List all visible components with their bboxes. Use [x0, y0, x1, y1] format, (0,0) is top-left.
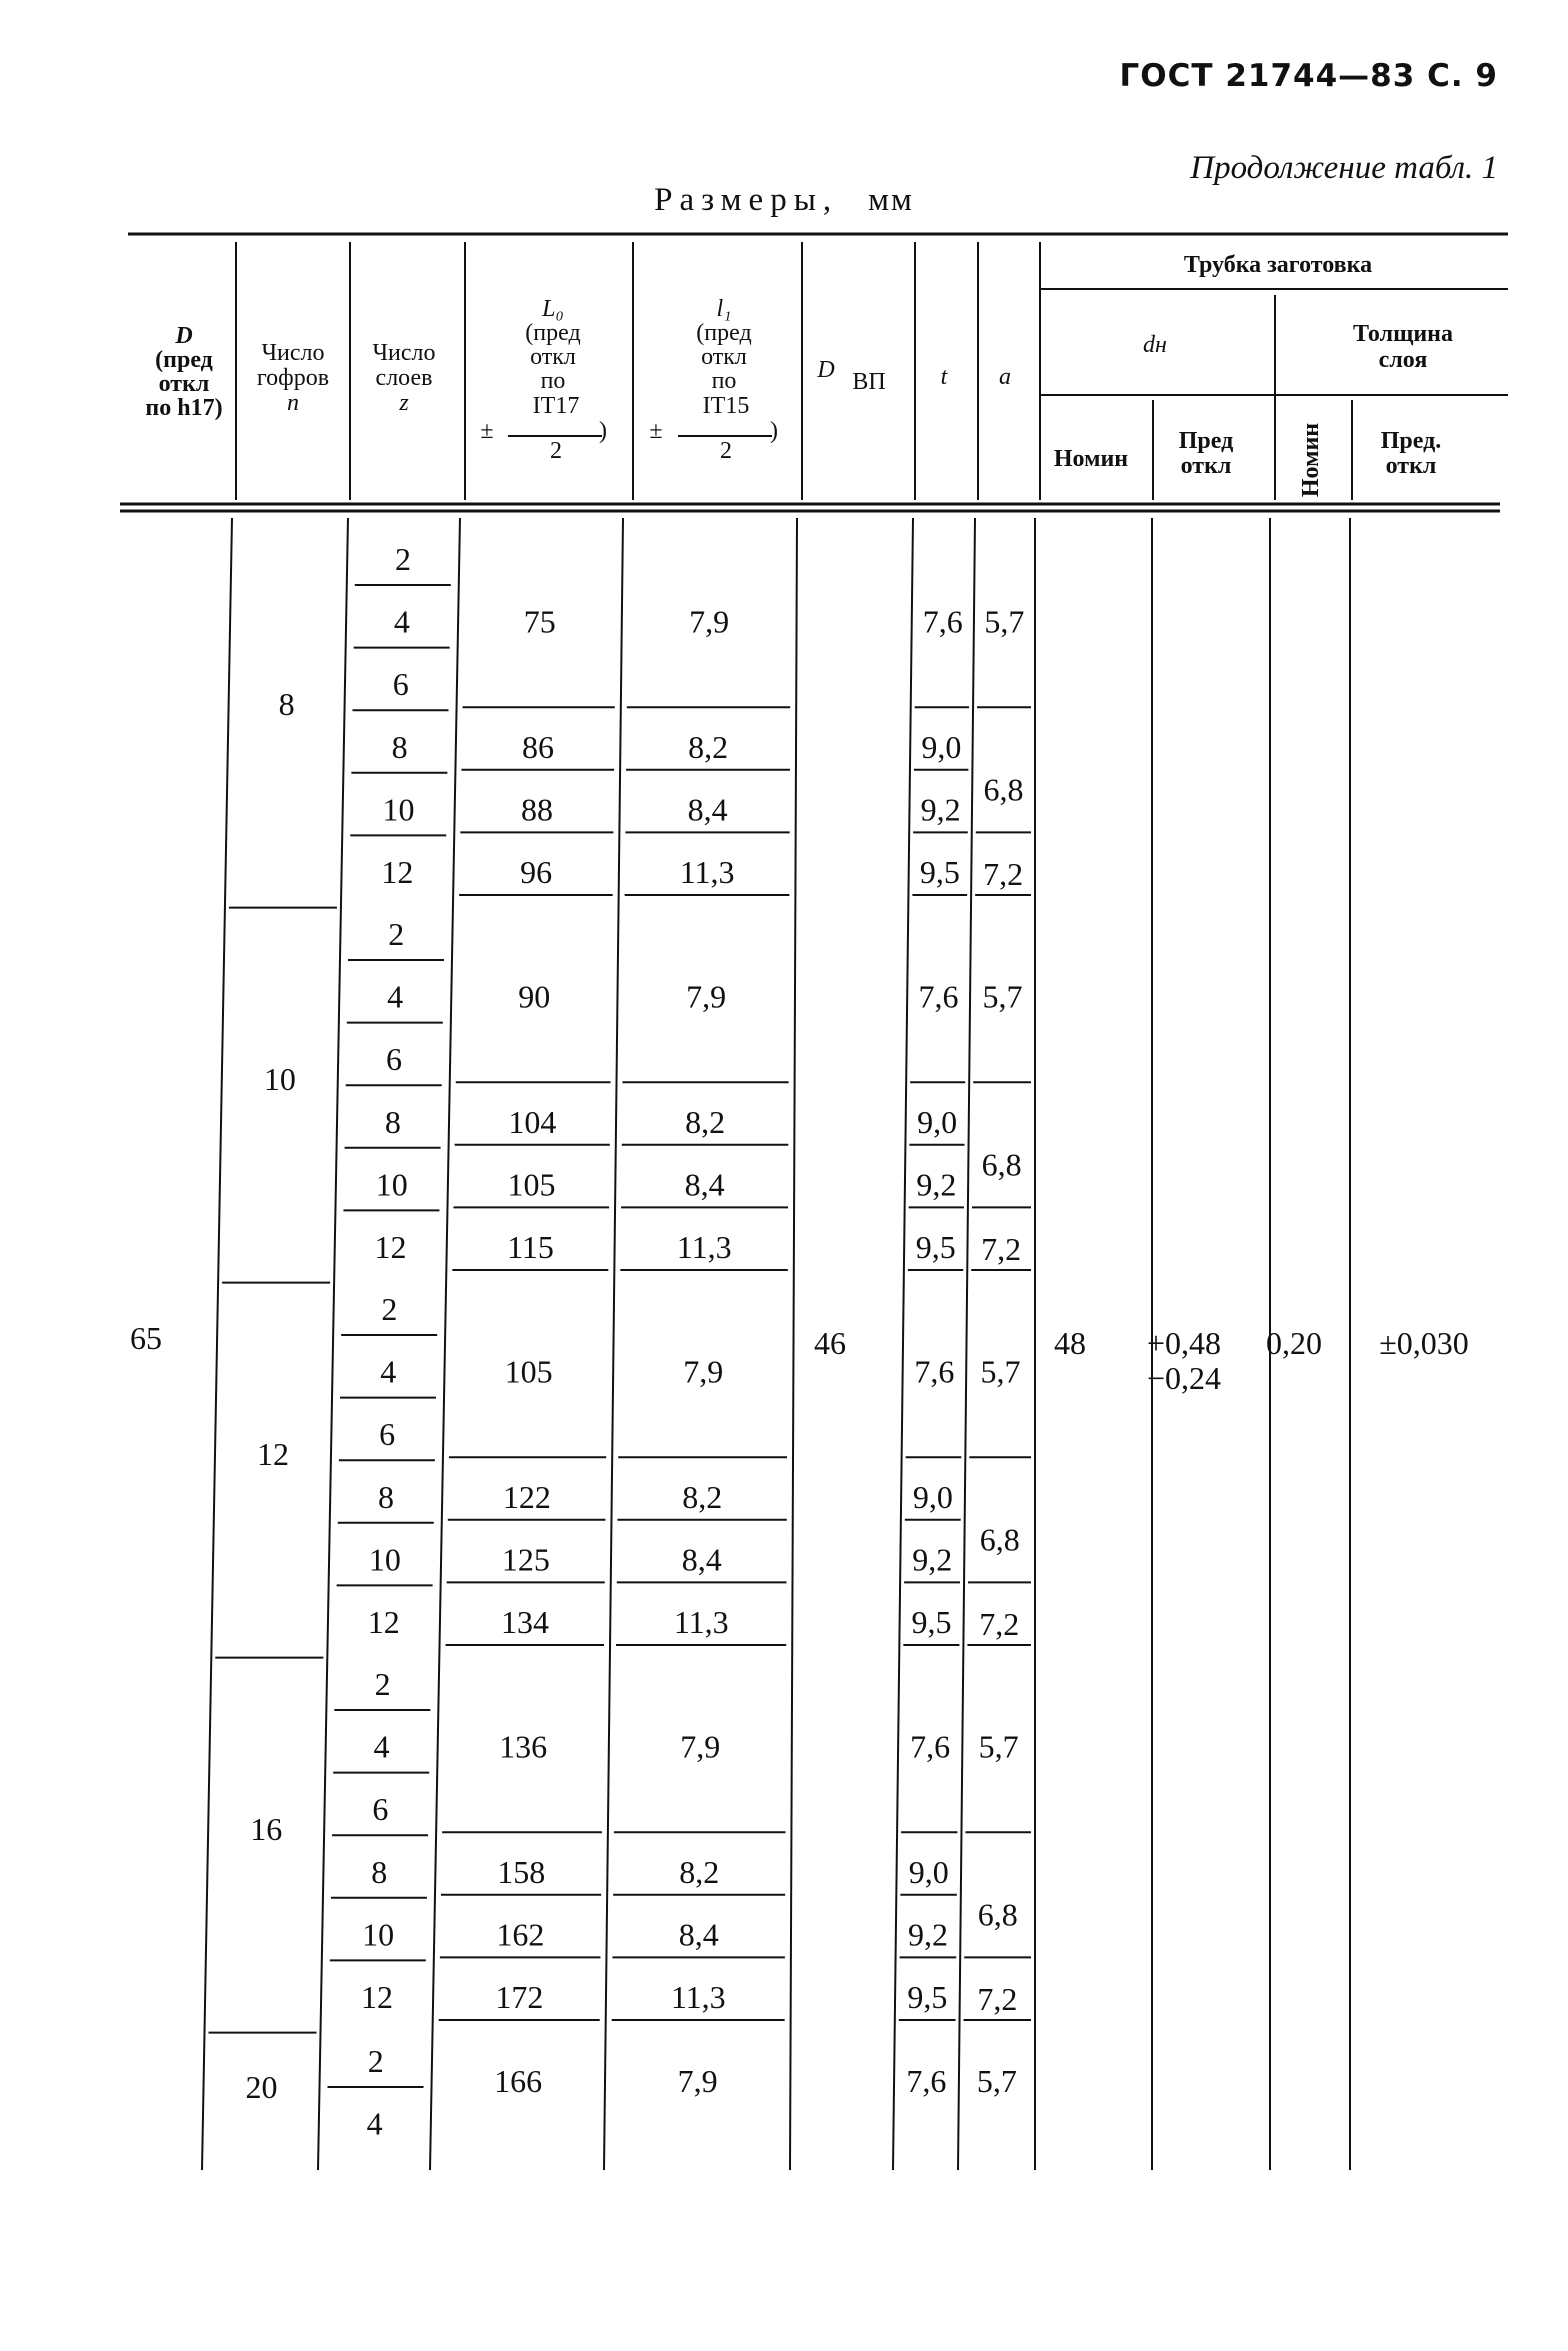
cell-thickness-deviation-value: ±0,030	[1379, 1325, 1469, 1361]
cell-l0-value: 162	[496, 1916, 545, 1953]
cell-l0-value: 166	[494, 2063, 543, 2099]
cell-t-value: 7,6	[906, 2063, 947, 2099]
col-l1-close-paren: )	[770, 418, 778, 444]
col-l1-fraction-numerator: IT15	[702, 393, 750, 419]
cell-l0-value: 115	[507, 1229, 554, 1265]
col-z-line-2: слоев	[375, 365, 433, 391]
col-l0-symbol: L₀	[542, 296, 564, 322]
cell-z-value: 10	[375, 1166, 408, 1203]
cell-l1-value: 8,4	[678, 1916, 719, 1953]
col-l1-symbol: l₁	[716, 296, 732, 322]
cell-z-value: 4	[393, 603, 410, 640]
cell-l1-value: 11,3	[673, 1604, 729, 1640]
cell-a-value: 6,8	[979, 1521, 1020, 1558]
cell-z-value: 10	[362, 1916, 395, 1953]
col-n-line-2: гофров	[256, 365, 330, 391]
cell-l1-value: 8,2	[679, 1853, 720, 1890]
cell-t-value: 9,0	[921, 728, 962, 765]
cell-t-value: 9,0	[908, 1853, 949, 1890]
cell-z-value: 10	[382, 791, 415, 828]
col-l0-line-2: откл	[530, 344, 576, 370]
col-l0-line-1: (пред	[525, 320, 581, 346]
cell-l1-value: 7,9	[680, 1728, 721, 1765]
cell-a-value: 5,7	[978, 1728, 1019, 1765]
col-d-line-3: по h17)	[145, 395, 223, 421]
cell-z-value: 6	[372, 1791, 389, 1828]
cell-l0-value: 172	[495, 1979, 544, 2015]
col-dn-deviation-line-1: Пред	[1178, 428, 1234, 454]
cell-z-value: 2	[367, 2043, 384, 2079]
cell-t-value: 7,6	[922, 603, 963, 640]
cell-l0-value: 158	[497, 1853, 546, 1890]
cell-l0-value: 105	[504, 1353, 553, 1390]
col-tube-label: Трубка заготовка	[1183, 252, 1373, 278]
cell-l1-value: 8,4	[681, 1541, 722, 1578]
cell-t-value: 9,2	[912, 1541, 953, 1578]
table-body	[130, 541, 1469, 2142]
col-l1-line-3: по	[711, 368, 737, 394]
cell-n-value: 20	[245, 2068, 278, 2105]
cell-n-value: 8	[278, 685, 295, 722]
col-thickness-deviation-line-2: откл	[1385, 453, 1437, 479]
cell-z-value: 12	[367, 1604, 400, 1640]
col-thickness-line-2: слоя	[1378, 347, 1428, 373]
col-z-symbol: z	[399, 390, 409, 416]
table-continuation-caption: Продолжение табл. 1	[1190, 150, 1498, 186]
col-l1-line-2: откл	[701, 344, 747, 370]
cell-a-value: 6,8	[981, 1146, 1022, 1183]
cell-l1-value: 7,9	[677, 2063, 718, 2099]
cell-t-value: 7,6	[910, 1728, 951, 1765]
cell-z-value: 6	[392, 666, 409, 703]
col-d-line-1: (пред	[155, 347, 213, 373]
cell-n-value: 10	[263, 1060, 296, 1097]
cell-t-value: 9,0	[917, 1103, 958, 1140]
cell-l0-value: 75	[523, 603, 556, 640]
cell-l1-value: 8,2	[688, 728, 729, 765]
body-column-divider	[604, 518, 623, 2170]
cell-t-value: 7,6	[918, 978, 959, 1015]
cell-z-value: 4	[380, 1353, 397, 1390]
cell-t-value: 9,5	[919, 854, 960, 890]
cell-l1-value: 7,9	[683, 1353, 724, 1390]
cell-a-value: 5,7	[980, 1353, 1021, 1390]
dimensions-unit: мм	[868, 182, 914, 218]
cell-t-value: 9,0	[912, 1478, 953, 1515]
document-reference: ГОСТ 21744—83 С. 9	[1119, 58, 1498, 94]
col-d-symbol: D	[175, 323, 193, 349]
cell-l1-value: 8,4	[684, 1166, 725, 1203]
body-column-divider	[790, 518, 797, 2170]
table-grid	[120, 234, 1508, 2170]
cell-z-value: 10	[368, 1541, 401, 1578]
cell-l0-value: 104	[508, 1103, 557, 1140]
cell-l0-value: 134	[500, 1604, 549, 1640]
cell-z-value: 2	[374, 1666, 391, 1702]
cell-l0-value: 88	[521, 791, 554, 828]
col-z-line-1: Число	[372, 340, 436, 366]
cell-l1-value: 8,2	[685, 1103, 726, 1140]
cell-a-value: 6,8	[977, 1896, 1018, 1933]
cell-l1-value: 8,2	[682, 1478, 723, 1515]
col-l1-fraction-denominator: 2	[720, 438, 732, 464]
cell-l0-value: 105	[507, 1166, 556, 1203]
cell-z-value: 6	[385, 1041, 402, 1078]
cell-z-value: 4	[373, 1728, 390, 1765]
cell-n-value: 12	[257, 1435, 290, 1472]
cell-l1-value: 11,3	[676, 1229, 732, 1265]
col-dn-nominal-label: Номин	[1053, 446, 1129, 472]
cell-d-value: 65	[130, 1320, 162, 1356]
col-t-symbol: t	[940, 364, 948, 390]
cell-a-value: 7,2	[983, 856, 1024, 892]
cell-z-value: 8	[371, 1853, 388, 1890]
cell-z-value: 4	[366, 2105, 383, 2142]
cell-a-value: 7,2	[977, 1981, 1018, 2017]
cell-thickness-nominal-value: 0,20	[1266, 1325, 1322, 1361]
cell-z-value: 12	[360, 1979, 393, 2015]
cell-z-value: 6	[379, 1416, 396, 1453]
col-thickness-nominal-label: Номин	[1298, 422, 1324, 498]
cell-l0-value: 90	[518, 978, 551, 1015]
cell-l1-value: 11,3	[670, 1979, 726, 2015]
col-dvp-subscript: ВП	[852, 369, 886, 395]
col-dn-symbol: dн	[1143, 332, 1167, 358]
cell-l0-value: 86	[521, 728, 554, 765]
cell-t-value: 9,2	[908, 1916, 949, 1953]
cell-t-value: 9,5	[915, 1229, 956, 1265]
col-thickness-deviation-line-1: Пред.	[1380, 428, 1442, 454]
dimensions-label: Размеры,	[654, 182, 839, 218]
cell-dn-upper-deviation: +0,48	[1146, 1325, 1222, 1361]
cell-n-value: 16	[250, 1810, 283, 1847]
cell-z-value: 4	[387, 978, 404, 1015]
cell-z-value: 2	[381, 1291, 398, 1327]
col-l1-line-1: (пред	[696, 320, 752, 346]
cell-dn-nominal-value: 48	[1054, 1325, 1086, 1361]
cell-z-value: 12	[374, 1229, 407, 1265]
cell-t-value: 9,5	[911, 1604, 952, 1640]
cell-a-value: 7,2	[981, 1231, 1022, 1267]
col-l0-fraction-denominator: 2	[550, 438, 562, 464]
cell-t-value: 9,2	[916, 1166, 957, 1203]
col-thickness-line-1: Толщина	[1353, 321, 1453, 347]
cell-a-value: 5,7	[982, 978, 1023, 1015]
cell-z-value: 8	[384, 1103, 401, 1140]
cell-z-value: 2	[388, 916, 405, 952]
col-n-line-1: Число	[261, 340, 325, 366]
col-dvp-symbol: D	[817, 357, 835, 383]
cell-l0-value: 122	[502, 1478, 551, 1515]
body-column-divider	[958, 518, 975, 2170]
cell-l1-value: 11,3	[679, 854, 735, 890]
body-column-divider	[430, 518, 460, 2170]
cell-dn-lower-deviation: −0,24	[1146, 1360, 1222, 1396]
cell-t-value: 7,6	[914, 1353, 955, 1390]
cell-l0-value: 96	[520, 854, 553, 890]
cell-l1-value: 7,9	[686, 978, 727, 1015]
cell-z-value: 8	[378, 1478, 395, 1515]
cell-z-value: 8	[391, 728, 408, 765]
col-n-symbol: n	[287, 390, 299, 416]
col-d-line-2: откл	[158, 371, 210, 397]
cell-t-value: 9,2	[920, 791, 961, 828]
col-l1-plus-minus: ±	[649, 418, 663, 444]
col-a-symbol: a	[999, 364, 1011, 390]
cell-a-value: 7,2	[979, 1606, 1020, 1642]
cell-l1-value: 8,4	[687, 791, 728, 828]
col-l0-close-paren: )	[599, 418, 607, 444]
cell-a-value: 5,7	[976, 2063, 1017, 2099]
body-column-divider	[318, 518, 348, 2170]
cell-a-value: 5,7	[984, 603, 1025, 640]
cell-t-value: 9,5	[907, 1979, 948, 2015]
cell-z-value: 2	[395, 541, 412, 577]
cell-z-value: 12	[381, 854, 414, 890]
body-column-divider	[202, 518, 232, 2170]
col-dn-deviation-line-2: откл	[1180, 453, 1232, 479]
cell-dvp-value: 46	[814, 1325, 846, 1361]
col-l0-line-3: по	[540, 368, 566, 394]
col-l0-plus-minus: ±	[480, 418, 494, 444]
col-l0-fraction-numerator: IT17	[532, 393, 580, 419]
cell-l1-value: 7,9	[689, 603, 730, 640]
cell-l0-value: 136	[499, 1728, 548, 1765]
cell-a-value: 6,8	[983, 771, 1024, 808]
cell-l0-value: 125	[501, 1541, 550, 1578]
